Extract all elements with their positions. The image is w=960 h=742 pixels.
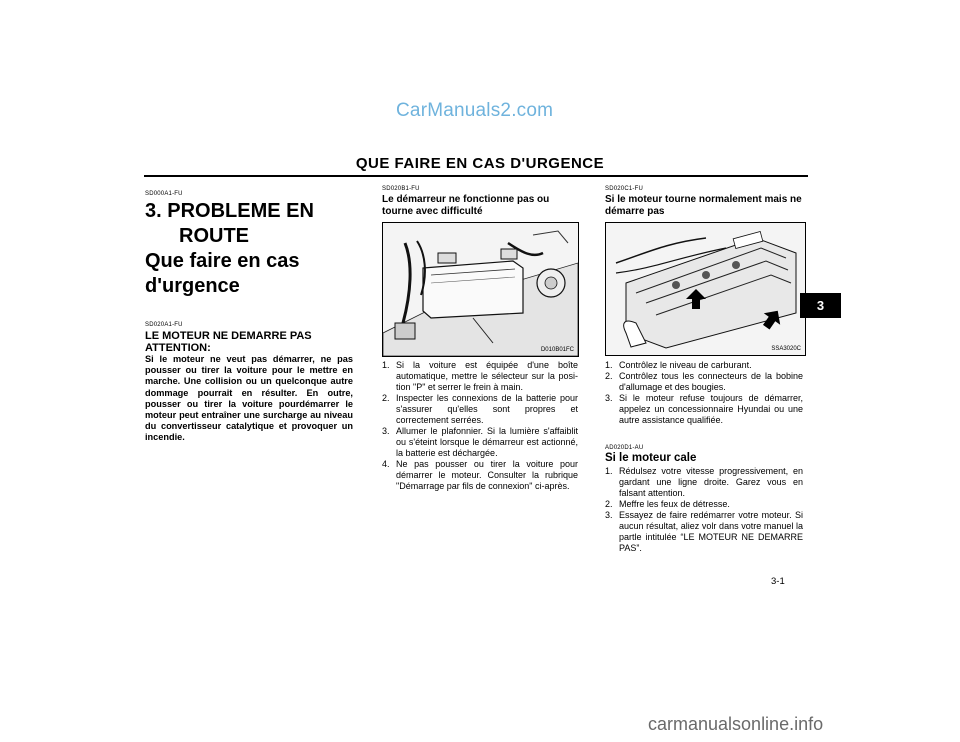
chapter-title-line: ROUTE xyxy=(179,225,249,247)
chapter-title-line: Que faire en cas xyxy=(145,250,300,272)
battery-image xyxy=(382,222,579,357)
section-heading: Si le moteur cale xyxy=(605,452,697,464)
section-code: SD020A1-FU xyxy=(145,322,183,328)
watermark-top[interactable]: CarManuals2.com xyxy=(396,100,554,121)
page-title: QUE FAIRE EN CAS D'URGENCE xyxy=(355,155,605,172)
list-item: 3. Essayez de faire redémarrer votre moteur. Si aucun résultat, aliez volr dans votre manuel la partle intitulée “LE MOTEUR NE DEMARRE PAS”. xyxy=(605,510,803,553)
section-heading: Si le moteur tourne normalement mais ne démarre pas xyxy=(605,194,802,217)
battery-illustration xyxy=(383,223,578,356)
image-label: SSA3020C xyxy=(771,346,801,352)
engine-image xyxy=(605,222,806,356)
chapter-tab: 3 xyxy=(800,293,841,318)
watermark-bottom[interactable]: carmanualsonline.info xyxy=(648,714,824,734)
list-item: 3. Allumer le plafonnier. Si la lumière s'affaiblit ou s'éteint lorsque le démarreur est actionné, la batterie est déchargée. xyxy=(382,426,578,458)
list-item: 1. Contrôlez le niveau de carburant. xyxy=(605,360,752,370)
list-item: 1. Rédulsez votre vitesse progressivement, en gardant une ligne droite. Garez vous en falsant attention. xyxy=(605,466,803,498)
list-item: 2. Inspecter les connexions de la batterie pour s'assurer qu'elles sont propres et correctement serrées. xyxy=(382,393,578,425)
chapter-title-line: 3. PROBLEME EN xyxy=(145,200,314,222)
chapter-title xyxy=(145,199,353,299)
section-code: SD000A1-FU xyxy=(145,191,183,197)
chapter-title-line: d'urgence xyxy=(145,275,240,297)
attention-label: ATTENTION: xyxy=(145,342,211,354)
image-label: D010B01FC xyxy=(540,347,574,353)
section-code: SD020B1-FU xyxy=(382,186,420,192)
list-item: 1. Si la voiture est équipée d'une boîte automatique, mettre le sélecteur sur la posi- tion "P" et serrer le frein à main. xyxy=(382,360,578,392)
section-heading: LE MOTEUR NE DEMARRE PAS xyxy=(145,330,312,342)
steps-list xyxy=(605,466,803,554)
steps-list xyxy=(605,360,803,426)
engine-illustration xyxy=(606,223,805,355)
list-item: 3. Si le moteur refuse toujours de démarrer, appelez un concessionnaire Hyundai ou une autre assistance qualifiée. xyxy=(605,393,803,425)
section-code: SD020C1-FU xyxy=(605,186,644,192)
section-heading: Le démarreur ne fonctionne pas ou tourne avec difficulté xyxy=(382,194,550,217)
list-item: 2. Contrôlez tous les connecteurs de la bobine d'allumage et des bougies. xyxy=(605,371,803,392)
page-number: 3-1 xyxy=(771,576,785,587)
warning-text: Si le moteur ne veut pas démarrer, ne pas pousser ou tirer la voiture pour le mettre en marche. Une collision ou un quelconque autre dommage pourrait en résulter. En outre, pousser ou tirer la voiture pourdémarrer le moteur peut entraîner une surcharge au niveau du convertisseur catalytique et provoquer un incendie. xyxy=(145,354,353,443)
section-code: AD020D1-AU xyxy=(605,445,644,451)
list-item: 4. Ne pas pousser ou tirer la voiture pour démarrer le moteur. Consulter la rubrique "Démarrage par fils de connexion" ci-après. xyxy=(382,459,578,491)
header-rule xyxy=(144,175,808,177)
steps-list xyxy=(382,360,578,492)
list-item: 2. Meffre les feux de détresse. xyxy=(605,499,730,509)
